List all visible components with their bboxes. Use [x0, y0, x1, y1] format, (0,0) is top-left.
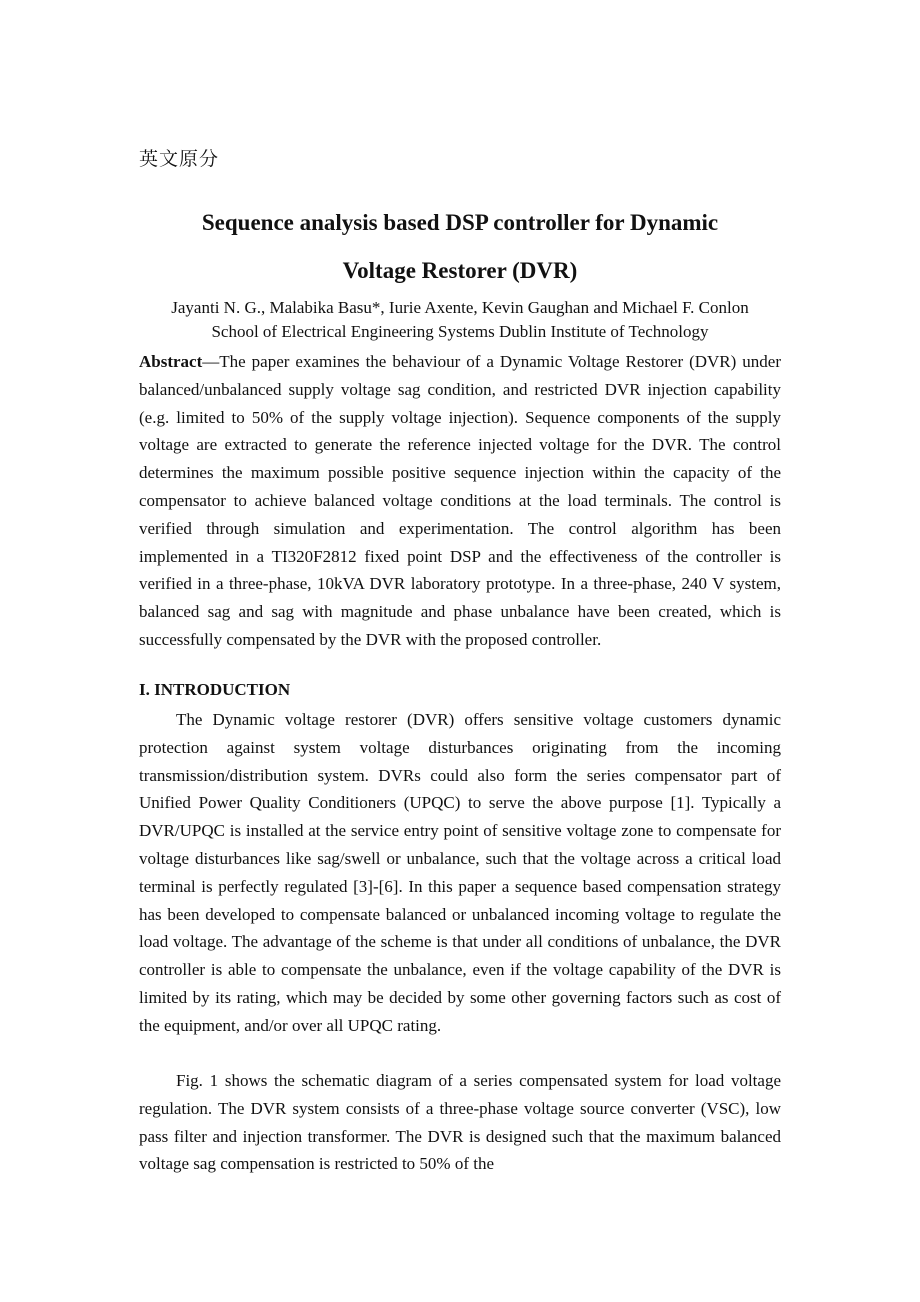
abstract-label: Abstract — [139, 352, 203, 371]
body-paragraph: Fig. 1 shows the schematic diagram of a series compensated system for load voltage regulation. The DVR system consists of a three-phase voltage source converter (VSC), low pass filter and injection transformer. The DVR is designed such that the maximum balanced voltage sag compensation is restricted to 50% of the — [139, 1071, 781, 1174]
body-paragraph: The Dynamic voltage restorer (DVR) offers sensitive voltage customers dynamic protection against system voltage disturbances originating from the incoming transmission/distribution system. DVRs could also form the series compensator part of Unified Power Quality Conditioners (UPQC) to serve the above purpose [1]. Typically a DVR/UPQC is installed at the service entry point of sensitive voltage zone to compensate for voltage disturbances like sag/swell or unbalance, such that the voltage across a critical load terminal is perfectly regulated [3]-[6]. In this paper a sequence based compensation strategy has been developed to compensate balanced or unbalanced incoming voltage to regulate the load voltage. The advantage of the scheme is that under all conditions of unbalance, the DVR controller is able to compensate the unbalance, even if the voltage capability of the DVR is limited by its rating, which may be decided by some other governing factors such as cost of the equipment, and/or over all UPQC rating. — [139, 710, 781, 1035]
affiliation: School of Electrical Engineering Systems Dublin Institute of Technology — [211, 322, 709, 341]
paper-title-line-2: Voltage Restorer (DVR) — [342, 258, 578, 283]
abstract — [139, 348, 781, 654]
abstract-text: —The paper examines the behaviour of a Dynamic Voltage Restorer (DVR) under balanced/unbalanced supply voltage sag condition, and restricted DVR injection capability (e.g. limited to 50% of the supply voltage injection). Sequence components of the supply voltage are extracted to generate the reference injected voltage for the DVR. The control determines the maximum possible positive sequence injection within the capacity of the compensator to achieve balanced voltage conditions at the load terminals. The control is verified through simulation and experimentation. The control algorithm has been implemented in a TI320F2812 fixed point DSP and the effectiveness of the controller is verified in a three-phase, 10kVA DVR laboratory prototype. In a three-phase, 240 V system, balanced sag and sag with magnitude and phase unbalance have been created, which is successfully compensated by the DVR with the proposed controller. — [139, 352, 781, 649]
section-label-chinese: 英文原分 — [139, 148, 220, 170]
section-heading-introduction: I. INTRODUCTION — [139, 680, 291, 699]
paper-title-line-1: Sequence analysis based DSP controller for Dynamic — [201, 210, 719, 235]
author-list: Jayanti N. G., Malabika Basu*, Iurie Axente, Kevin Gaughan and Michael F. Conlon — [171, 298, 749, 317]
